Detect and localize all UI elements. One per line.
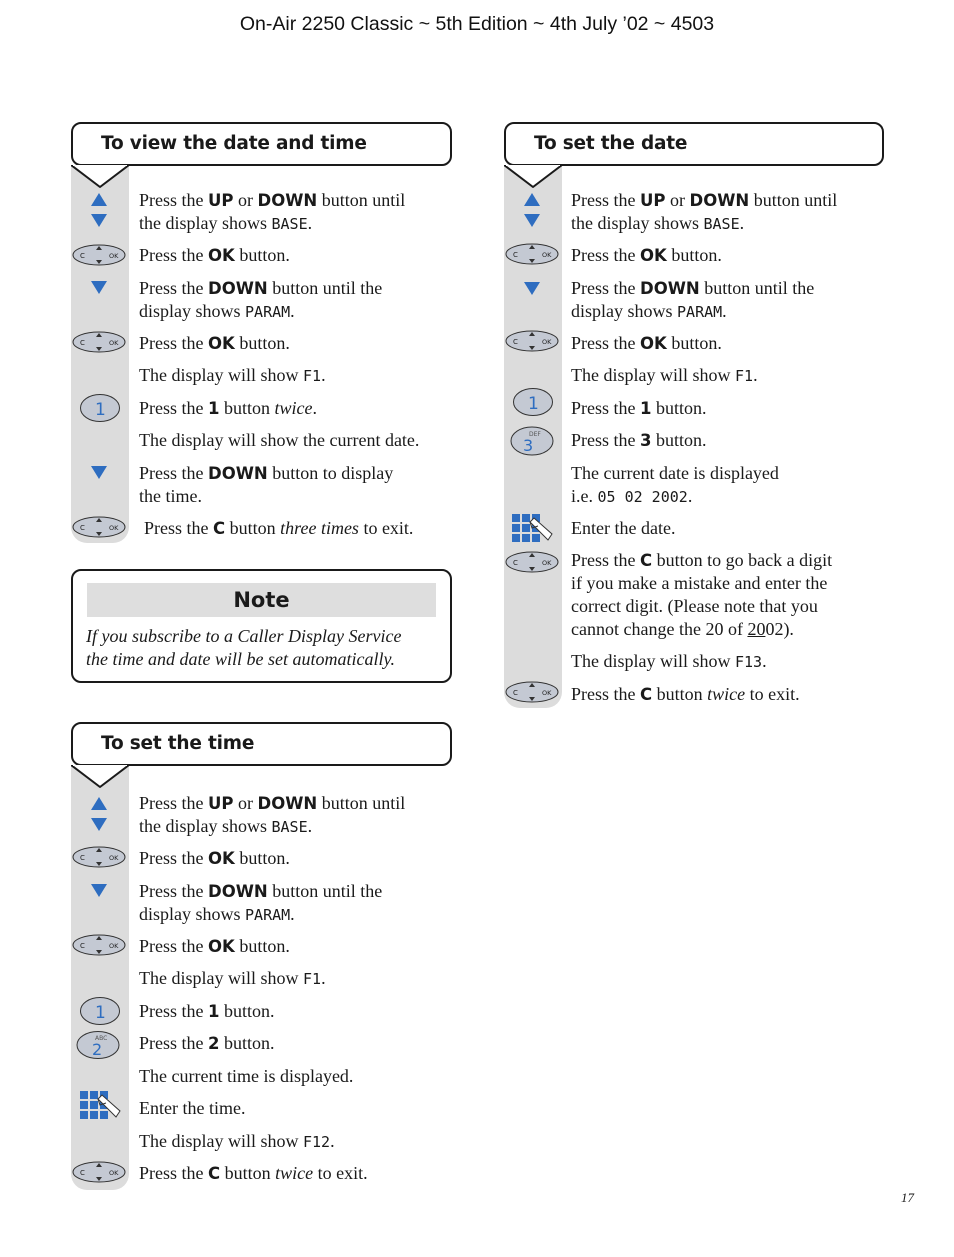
step-text: Press the C button three times to exit. (144, 518, 414, 538)
note-box (71, 569, 452, 683)
time-title-box (71, 722, 452, 766)
navigation-pad-icon (72, 934, 128, 957)
step-text: Press the C button to go back a digit if you make a mistake and enter the correct digit. (Please note that you cannot change the 20 of 2002). (571, 550, 833, 639)
svg-text:DEF: DEF (529, 431, 541, 438)
page-header: On-Air 2250 Classic ~ 5th Edition ~ 4th July ’02 ~ 4503 (239, 13, 715, 35)
navigation-pad-icon (72, 516, 128, 539)
step-text: The current date is displayed i.e. 05 02 2002. (571, 463, 779, 506)
svg-text:1: 1 (95, 1003, 106, 1023)
step-text: The display will show F1. (571, 365, 758, 385)
step-text: The display will show the current date. (139, 430, 420, 450)
title-pointer-icon (504, 165, 564, 189)
step-text: Press the DOWN button until the display shows PARAM. (571, 278, 815, 321)
key-1-icon (79, 393, 121, 423)
section-title: To set the time (101, 733, 255, 754)
step-text: Press the DOWN button until the display shows PARAM. (139, 881, 383, 924)
keypad-hand-icon (80, 1091, 126, 1123)
svg-text:1: 1 (95, 400, 106, 420)
up-arrow-icon (91, 797, 108, 811)
navigation-pad-icon (505, 243, 561, 266)
step-text: Press the OK button. (571, 245, 722, 265)
step-text: Press the DOWN button to display the time. (139, 463, 394, 506)
down-arrow-icon (91, 214, 108, 228)
step-text: The current time is displayed. (139, 1066, 354, 1086)
step-text: Press the OK button. (571, 333, 722, 353)
step-text: Enter the time. (139, 1098, 246, 1118)
step-text: Press the OK button. (139, 333, 290, 353)
navigation-pad-icon (72, 1161, 128, 1184)
step-text: Press the C button twice to exit. (139, 1163, 368, 1183)
navigation-pad-icon (505, 681, 561, 704)
view-title-box (71, 122, 452, 166)
navigation-pad-icon (72, 846, 128, 869)
step-text: Press the C button twice to exit. (571, 684, 800, 704)
down-arrow-icon (91, 466, 108, 480)
down-arrow-icon (524, 214, 541, 228)
title-pointer-icon (71, 165, 131, 189)
step-text: Press the 3 button. (571, 430, 707, 450)
step-text: Press the UP or DOWN button until the display shows BASE. (139, 793, 406, 836)
section-title: To set the date (534, 133, 688, 154)
key-1-icon (512, 387, 554, 417)
svg-text:3: 3 (523, 436, 534, 455)
step-text: Press the OK button. (139, 245, 290, 265)
down-arrow-icon (91, 281, 108, 295)
step-text: Press the UP or DOWN button until the display shows BASE. (139, 190, 406, 233)
down-arrow-icon (524, 282, 541, 296)
step-text: Press the UP or DOWN button until the display shows BASE. (571, 190, 838, 233)
up-arrow-icon (91, 193, 108, 207)
step-text: Enter the date. (571, 518, 676, 538)
navigation-pad-icon (72, 331, 128, 354)
up-arrow-icon (524, 193, 541, 207)
section-title: To view the date and time (101, 133, 367, 154)
note-title: Note (87, 583, 436, 617)
note-body: If you subscribe to a Caller Display Service the time and date will be set automatically. (86, 626, 402, 669)
key-1-icon (79, 996, 121, 1026)
svg-text:2: 2 (92, 1040, 103, 1059)
step-text: The display will show F1. (139, 968, 326, 988)
key-3-icon (510, 425, 556, 457)
step-text: Press the 1 button twice. (139, 398, 317, 418)
keypad-hand-icon (512, 514, 558, 546)
navigation-pad-icon (72, 244, 128, 267)
step-text: Press the OK button. (139, 936, 290, 956)
key-2-icon (76, 1030, 122, 1060)
page-number: 17 (901, 1190, 914, 1205)
down-arrow-icon (91, 884, 108, 898)
step-text: The display will show F1. (139, 365, 326, 385)
step-text: Press the 2 button. (139, 1033, 275, 1053)
step-text: Press the DOWN button until the display shows PARAM. (139, 278, 383, 321)
step-text: Press the OK button. (139, 848, 290, 868)
step-text: The display will show F13. (571, 651, 767, 671)
step-text: Press the 1 button. (139, 1001, 275, 1021)
step-text: The display will show F12. (139, 1131, 335, 1151)
svg-text:ABC: ABC (95, 1035, 108, 1042)
step-text: Press the 1 button. (571, 398, 707, 418)
navigation-pad-icon (505, 330, 561, 353)
svg-text:1: 1 (528, 394, 539, 414)
navigation-pad-icon (505, 551, 561, 574)
date-title-box (504, 122, 884, 166)
down-arrow-icon (91, 818, 108, 832)
title-pointer-icon (71, 765, 131, 789)
